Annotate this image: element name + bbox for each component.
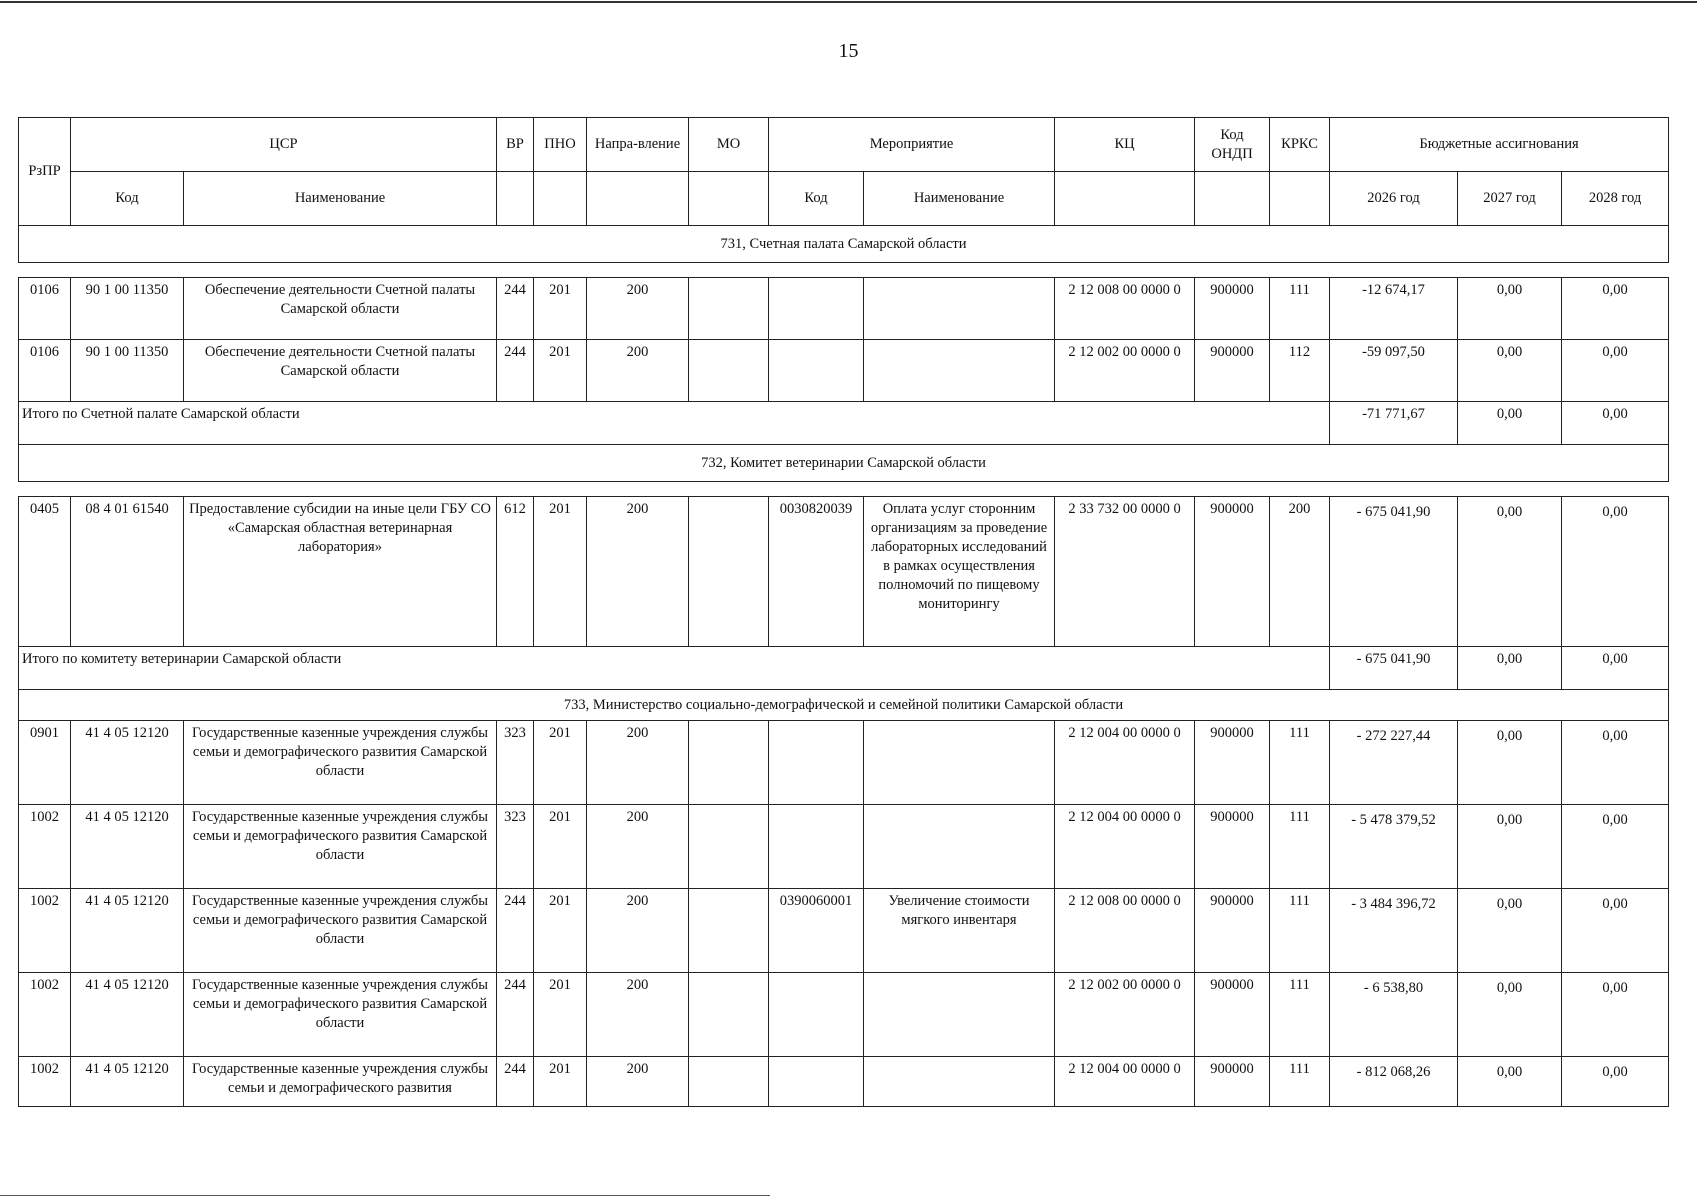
header-csr-name: Наименование [184,172,497,226]
cell-pno: 201 [534,973,587,1057]
cell-2028: 0,00 [1562,278,1669,340]
cell-2028: 0,00 [1562,721,1669,805]
cell-2027: 0,00 [1458,497,1562,647]
cell-mer-code [769,805,864,889]
cell-2028: 0,00 [1562,1057,1669,1107]
cell-pno: 201 [534,805,587,889]
cell-mer-code [769,278,864,340]
header-2027: 2027 год [1458,172,1562,226]
cell-mer-code: 0030820039 [769,497,864,647]
header-mer-code: Код [769,172,864,226]
cell-2028: 0,00 [1562,497,1669,647]
cell-ondp: 900000 [1195,889,1270,973]
total-label: Итого по Счетной палате Самарской области [19,402,1330,445]
table-body [19,226,1669,1107]
cell-2027: 0,00 [1458,340,1562,402]
cell-mo [689,889,769,973]
cell-napr: 200 [587,721,689,805]
cell-rzpr: 1002 [19,889,71,973]
cell-2026: -59 097,50 [1330,340,1458,402]
header-pno: ПНО [534,118,587,172]
cell-csr-name: Государственные казенные учреждения службы семьи и демографического развития Самарской области [184,973,497,1057]
header-2026: 2026 год [1330,172,1458,226]
header-krks: КРКС [1270,118,1330,172]
budget-table [18,117,1669,1107]
cell-mer-code [769,340,864,402]
total-2027: 0,00 [1458,402,1562,445]
cell-napr: 200 [587,805,689,889]
header-csr-code: Код [71,172,184,226]
cell-csr-name: Государственные казенные учреждения службы семьи и демографического развития Самарской области [184,805,497,889]
cell-2028: 0,00 [1562,889,1669,973]
cell-mer-name [864,805,1055,889]
table-row [19,340,1669,402]
header-rzpr: РзПР [19,118,71,226]
table-row [19,278,1669,340]
cell-2026: -12 674,17 [1330,278,1458,340]
cell-krks: 112 [1270,340,1330,402]
cell-mer-code [769,1057,864,1107]
cell-ondp: 900000 [1195,721,1270,805]
cell-mer-name [864,973,1055,1057]
cell-mo [689,340,769,402]
cell-ondp: 900000 [1195,805,1270,889]
cell-krks: 111 [1270,1057,1330,1107]
cell-mo [689,1057,769,1107]
cell-mo [689,721,769,805]
cell-rzpr: 1002 [19,805,71,889]
cell-vr: 244 [497,889,534,973]
header-2028: 2028 год [1562,172,1669,226]
cell-pno: 201 [534,278,587,340]
cell-csr-name: Государственные казенные учреждения службы семьи и демографического развития Самарской области [184,889,497,973]
cell-2026: - 812 068,26 [1330,1057,1458,1107]
cell-ondp: 900000 [1195,1057,1270,1107]
cell-mer-name [864,278,1055,340]
cell-ondp: 900000 [1195,497,1270,647]
cell-vr: 244 [497,1057,534,1107]
agency-heading: 731, Счетная палата Самарской области [19,226,1669,263]
cell-mo [689,497,769,647]
cell-krks: 111 [1270,721,1330,805]
cell-pno: 201 [534,497,587,647]
table-row [19,889,1669,973]
cell-rzpr: 0405 [19,497,71,647]
cell-kc: 2 12 004 00 0000 0 [1055,805,1195,889]
cell-2028: 0,00 [1562,805,1669,889]
cell-rzpr: 0106 [19,278,71,340]
cell-kc: 2 12 002 00 0000 0 [1055,973,1195,1057]
total-row [19,647,1669,690]
cell-vr: 323 [497,721,534,805]
cell-kc: 2 33 732 00 0000 0 [1055,497,1195,647]
cell-2027: 0,00 [1458,973,1562,1057]
cell-csr-name: Обеспечение деятельности Счетной палаты Самарской области [184,340,497,402]
table-row [19,973,1669,1057]
table-row [19,1057,1669,1107]
cell-ondp: 900000 [1195,973,1270,1057]
cell-krks: 111 [1270,889,1330,973]
cell-rzpr: 1002 [19,973,71,1057]
cell-pno: 201 [534,1057,587,1107]
cell-napr: 200 [587,973,689,1057]
total-2026: - 675 041,90 [1330,647,1458,690]
cell-vr: 244 [497,340,534,402]
header-budget: Бюджетные ассигнования [1330,118,1669,172]
cell-mer-name [864,721,1055,805]
total-2027: 0,00 [1458,647,1562,690]
cell-csr-code: 41 4 05 12120 [71,973,184,1057]
cell-2026: - 272 227,44 [1330,721,1458,805]
cell-csr-code: 41 4 05 12120 [71,805,184,889]
header-napravlenie: Напра-вление [587,118,689,172]
cell-mer-code [769,721,864,805]
header-csr: ЦСР [71,118,497,172]
cell-mo [689,278,769,340]
cell-napr: 200 [587,889,689,973]
cell-2027: 0,00 [1458,805,1562,889]
cell-kc: 2 12 008 00 0000 0 [1055,278,1195,340]
cell-2026: - 675 041,90 [1330,497,1458,647]
total-2026: -71 771,67 [1330,402,1458,445]
cell-vr: 323 [497,805,534,889]
cell-mer-code: 0390060001 [769,889,864,973]
cell-kc: 2 12 004 00 0000 0 [1055,1057,1195,1107]
header-mer-name: Наименование [864,172,1055,226]
cell-mo [689,805,769,889]
bottom-rule [0,1195,770,1196]
cell-2027: 0,00 [1458,889,1562,973]
cell-mer-code [769,973,864,1057]
cell-csr-code: 41 4 05 12120 [71,889,184,973]
cell-csr-name: Государственные казенные учреждения службы семьи и демографического развития Самарской области [184,721,497,805]
agency-heading: 733, Министерство социально-демографической и семейной политики Самарской области [19,690,1669,721]
page-number: 15 [838,40,859,62]
cell-napr: 200 [587,340,689,402]
cell-csr-name: Предоставление субсидии на иные цели ГБУ СО «Самарская областная ветеринарная лаборатория» [184,497,497,647]
header-meropriyatie: Мероприятие [769,118,1055,172]
cell-kc: 2 12 008 00 0000 0 [1055,889,1195,973]
cell-vr: 612 [497,497,534,647]
header-vr: ВР [497,118,534,172]
table-header [19,118,1669,226]
cell-napr: 200 [587,1057,689,1107]
cell-2028: 0,00 [1562,973,1669,1057]
cell-csr-code: 41 4 05 12120 [71,721,184,805]
cell-2028: 0,00 [1562,340,1669,402]
table-row [19,805,1669,889]
total-2028: 0,00 [1562,647,1669,690]
cell-2026: - 6 538,80 [1330,973,1458,1057]
cell-csr-code: 41 4 05 12120 [71,1057,184,1107]
cell-ondp: 900000 [1195,340,1270,402]
cell-2026: - 5 478 379,52 [1330,805,1458,889]
cell-rzpr: 0901 [19,721,71,805]
cell-napr: 200 [587,497,689,647]
total-2028: 0,00 [1562,402,1669,445]
cell-csr-code: 90 1 00 11350 [71,278,184,340]
cell-kc: 2 12 002 00 0000 0 [1055,340,1195,402]
cell-mer-name: Оплата услуг сторонним организациям за проведение лабораторных исследований в рамках осуществления полномочий по пищевому мониторингу [864,497,1055,647]
header-kod-ondp: Код ОНДП [1195,118,1270,172]
cell-napr: 200 [587,278,689,340]
header-kc: КЦ [1055,118,1195,172]
cell-krks: 200 [1270,497,1330,647]
cell-rzpr: 1002 [19,1057,71,1107]
cell-pno: 201 [534,340,587,402]
header-mo: МО [689,118,769,172]
cell-pno: 201 [534,721,587,805]
cell-mo [689,973,769,1057]
total-row [19,402,1669,445]
cell-2027: 0,00 [1458,1057,1562,1107]
cell-pno: 201 [534,889,587,973]
table-row [19,721,1669,805]
cell-vr: 244 [497,973,534,1057]
cell-krks: 111 [1270,278,1330,340]
table-row [19,497,1669,647]
cell-ondp: 900000 [1195,278,1270,340]
cell-mer-name [864,1057,1055,1107]
cell-krks: 111 [1270,973,1330,1057]
cell-csr-code: 08 4 01 61540 [71,497,184,647]
cell-rzpr: 0106 [19,340,71,402]
agency-heading: 732, Комитет ветеринарии Самарской области [19,445,1669,482]
cell-2027: 0,00 [1458,278,1562,340]
cell-csr-name: Государственные казенные учреждения службы семьи и демографического развития [184,1057,497,1107]
cell-mer-name: Увеличение стоимости мягкого инвентаря [864,889,1055,973]
cell-kc: 2 12 004 00 0000 0 [1055,721,1195,805]
cell-krks: 111 [1270,805,1330,889]
cell-mer-name [864,340,1055,402]
cell-vr: 244 [497,278,534,340]
cell-2027: 0,00 [1458,721,1562,805]
cell-2026: - 3 484 396,72 [1330,889,1458,973]
cell-csr-name: Обеспечение деятельности Счетной палаты Самарской области [184,278,497,340]
cell-csr-code: 90 1 00 11350 [71,340,184,402]
top-rule [0,1,1697,3]
total-label: Итого по комитету ветеринарии Самарской области [19,647,1330,690]
